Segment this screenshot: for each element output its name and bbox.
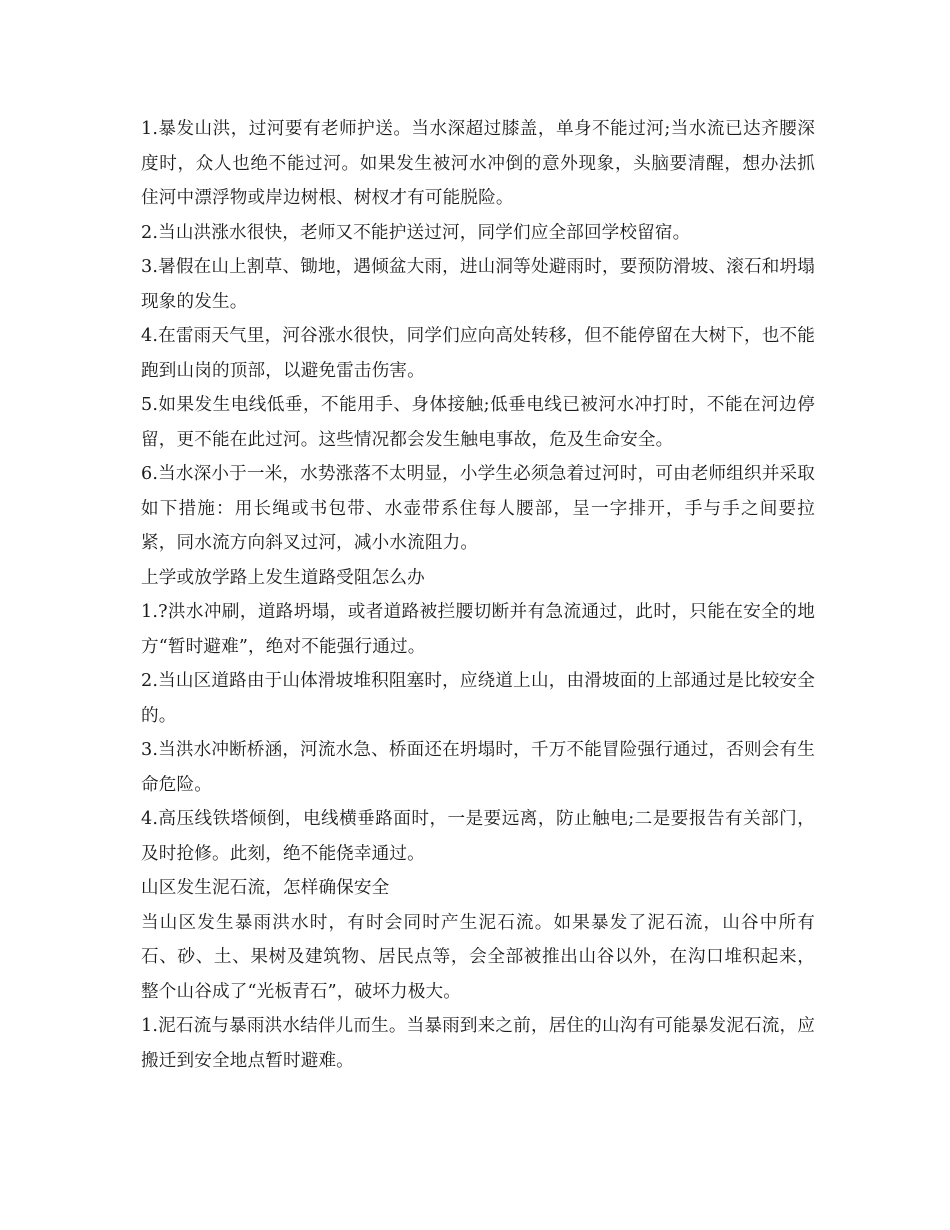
paragraph-road-blocked-2: 2.当山区道路由于山体滑坡堆积阻塞时，应绕道上山，由滑坡面的上部通过是比较安全的。 bbox=[141, 671, 815, 726]
paragraph-flood-crossing-4: 4.在雷雨天气里，河谷涨水很快，同学们应向高处转移，但不能停留在大树下，也不能跑到山岗的顶部，以避免雷击伤害。 bbox=[141, 326, 815, 381]
paragraph-flood-crossing-6: 6.当水深小于一米，水势涨落不太明显，小学生必须急着过河时，可由老师组织并采取如下措施：用长绳或书包带、水壶带系住每人腰部，呈一字排开，手与手之间要拉紧，同水流方向斜叉过河，减小水流阻力。 bbox=[141, 464, 815, 553]
paragraph-flood-crossing-2: 2.当山洪涨水很快，老师又不能护送过河，同学们应全部回学校留宿。 bbox=[141, 222, 691, 243]
paragraph-debris-flow-1: 1.泥石流与暴雨洪水结伴儿而生。当暴雨到来之前，居住的山沟有可能暴发泥石流，应搬迁到安全地点暂时避难。 bbox=[141, 1016, 815, 1071]
paragraph-road-blocked-4: 4.高压线铁塔倾倒，电线横垂路面时，一是要远离，防止触电;二是要报告有关部门，及时抢修。此刻，绝不能侥幸通过。 bbox=[141, 809, 815, 864]
document-body bbox=[141, 112, 815, 1078]
paragraph-road-blocked-3: 3.当洪水冲断桥涵，河流水急、桥面还在坍塌时，千万不能冒险强行通过，否则会有生命危险。 bbox=[141, 740, 815, 795]
paragraph-flood-crossing-3: 3.暑假在山上割草、锄地，遇倾盆大雨，进山洞等处避雨时，要预防滑坡、滚石和坍塌现象的发生。 bbox=[141, 257, 815, 312]
paragraph-debris-flow-intro: 当山区发生暴雨洪水时，有时会同时产生泥石流。如果暴发了泥石流，山谷中所有石、砂、土、果树及建筑物、居民点等，会全部被推出山谷以外，在沟口堆积起来，整个山谷成了“光板青石”，破坏力极大。 bbox=[141, 912, 815, 1002]
paragraph-flood-crossing-5: 5.如果发生电线低垂，不能用手、身体接触;低垂电线已被河水冲打时，不能在河边停留，更不能在此过河。这些情况都会发生触电事故，危及生命安全。 bbox=[141, 395, 815, 450]
section-heading-road-blocked: 上学或放学路上发生道路受阻怎么办 bbox=[141, 567, 425, 588]
paragraph-road-blocked-1: 1.?洪水冲刷，道路坍塌，或者道路被拦腰切断并有急流通过，此时，只能在安全的地方“暂时避难”，绝对不能强行通过。 bbox=[141, 602, 815, 657]
paragraph-flood-crossing-1: 1.暴发山洪，过河要有老师护送。当水深超过膝盖，单身不能过河;当水流已达齐腰深度时，众人也绝不能过河。如果发生被河水冲倒的意外现象，头脑要清醒，想办法抓住河中漂浮物或岸边树根、树杈才有可能脱险。 bbox=[141, 119, 815, 208]
section-heading-debris-flow: 山区发生泥石流，怎样确保安全 bbox=[141, 878, 390, 898]
